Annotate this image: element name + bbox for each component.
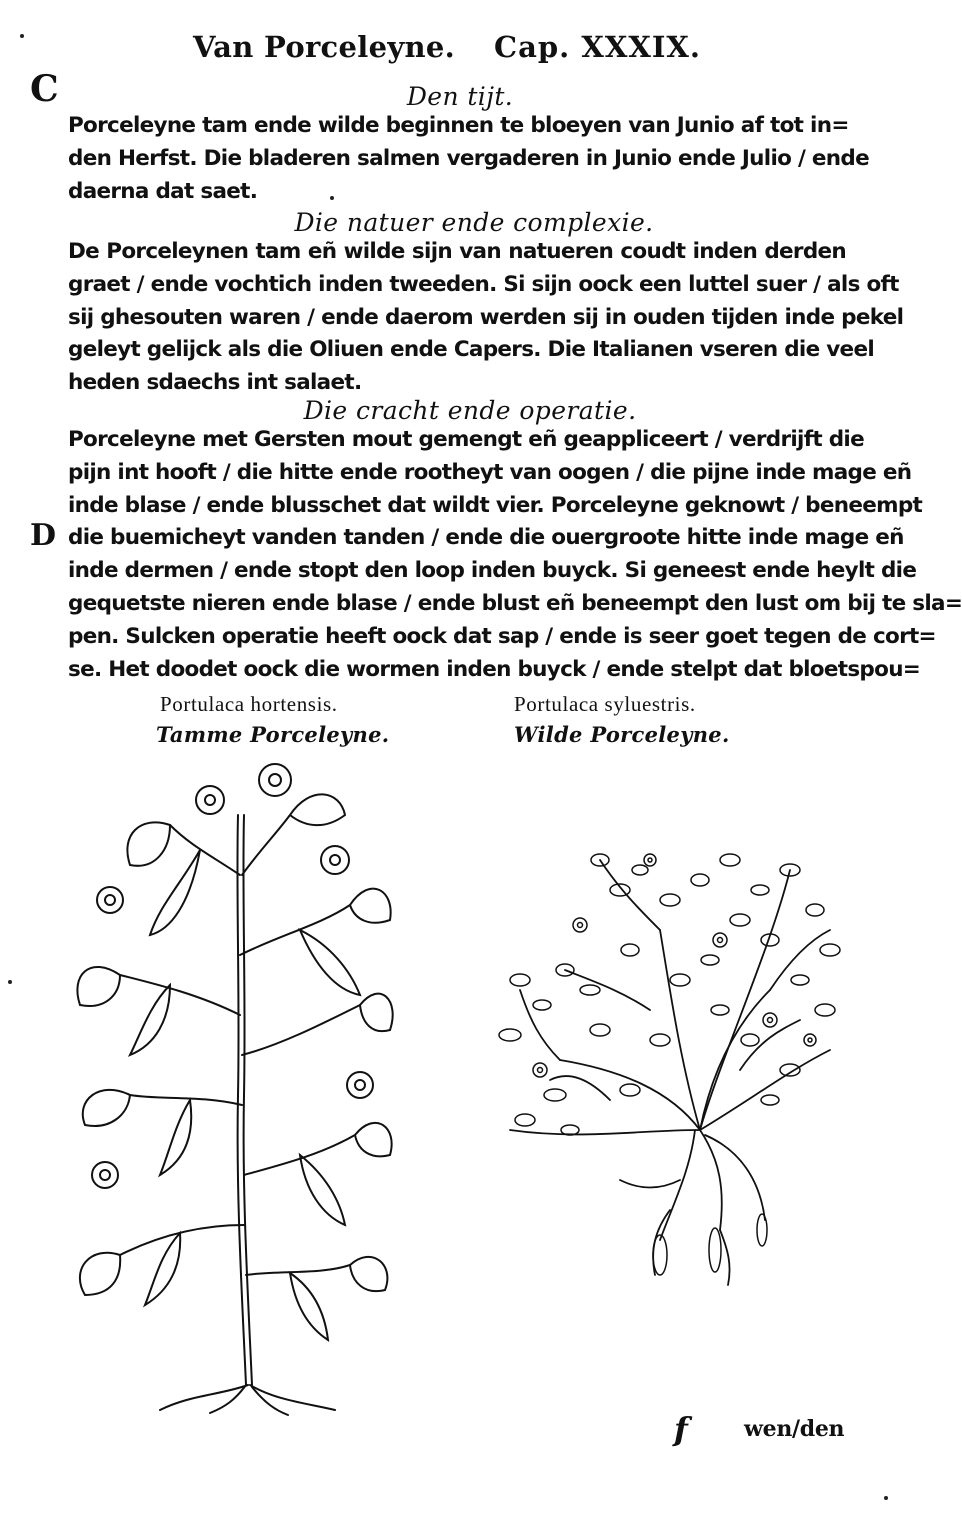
text-line: geleyt gelijck als die Oliuen ende Capers. Die Italianen vseren die veel [68, 337, 874, 363]
text-line: den Herfst. Die bladeren salmen vergaderen in Junio ende Julio / ende [68, 145, 869, 171]
paragraph-nature [68, 236, 904, 400]
ink-speck [884, 1496, 888, 1500]
paragraph-operation [68, 424, 962, 686]
caption-right-latin: Portulaca syluestris. [514, 692, 696, 716]
section-heading-nature: Die natuer ende complexie. [294, 208, 654, 237]
ink-speck [8, 980, 12, 984]
caption-left-dutch: Tamme Porceleyne. [156, 722, 390, 747]
text-line: inde dermen / ende stopt den loop inden buyck. Si geneest ende heylt die [68, 558, 917, 584]
catchword: wen/den [744, 1416, 845, 1442]
text-line: Porceleyne tam ende wilde beginnen te bloeyen van Junio af tot in= [68, 113, 849, 138]
running-head [0, 26, 900, 70]
signature-mark: f [674, 1410, 688, 1448]
text-line: die buemicheyt vanden tanden / ende die ouergroote hitte inde mage eñ [68, 525, 904, 551]
text-line: pen. Sulcken operatie heeft oock dat sap / ende is seer goet tegen de cort= [68, 623, 936, 649]
text-line: daerna dat saet. [68, 178, 258, 204]
text-line: graet / ende vochtich inden tweeden. Si sijn oock een luttel suer / als oft [68, 271, 899, 297]
text-line: inde blase / ende blusschet dat wildt vier. Porceleyne geknowt / beneempt [68, 492, 923, 518]
wild-purslane-woodcut [470, 830, 850, 1290]
section-heading-operation: Die cracht ende operatie. [303, 396, 637, 425]
text-line: se. Het doodet oock die wormen inden buyck / ende stelpt dat bloetspou= [68, 656, 921, 682]
section-heading-time: Den tijt. [406, 82, 514, 111]
running-head-title: Van Porceleyne. [193, 30, 456, 64]
text-line: Porceleyne met Gersten mout gemengt eñ geappliceert / verdrijft die [68, 427, 864, 452]
text-line: pijn int hooft / die hitte ende rootheyt van oogen / die pijne inde mage eñ [68, 459, 912, 485]
chapter-number: Cap. XXXIX. [494, 30, 702, 64]
margin-letter-c: C [30, 68, 59, 110]
garden-purslane-woodcut [60, 755, 400, 1415]
text-line: De Porceleynen tam eñ wilde sijn van natueren coudt inden derden [68, 239, 846, 264]
text-line: heden sdaechs int salaet. [68, 370, 362, 396]
ink-speck [330, 196, 334, 200]
margin-letter-d: D [30, 518, 57, 553]
caption-left-latin: Portulaca hortensis. [160, 692, 338, 716]
text-line: gequetste nieren ende blase / ende blust eñ beneempt den lust om bij te sla= [68, 590, 962, 616]
text-line: sij ghesouten waren / ende daerom werden sij in ouden tijden inde pekel [68, 304, 904, 330]
paragraph-time [68, 110, 869, 208]
ink-speck [20, 34, 24, 38]
caption-right-dutch: Wilde Porceleyne. [514, 722, 730, 747]
